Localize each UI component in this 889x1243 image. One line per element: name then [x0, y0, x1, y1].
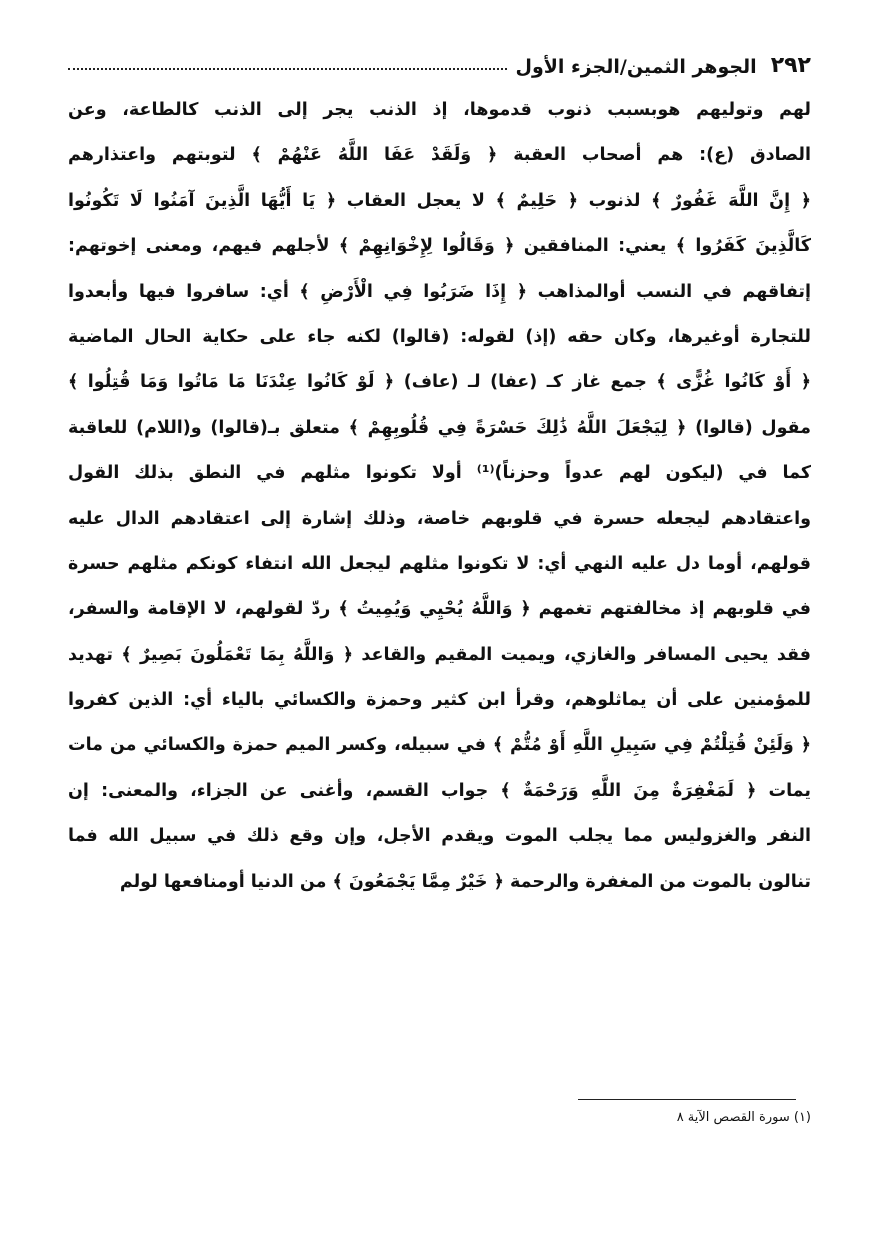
text-line: تنالون بالموت من المغفرة والرحمة ﴿ خَيْرٌ مِمَّا يَجْمَعُونَ ﴾ من الدنيا أومنافعها لولم — [119, 871, 811, 892]
text-line: كَالَّذِينَ كَفَرُوا ﴾ يعني: المنافقين ﴿ وَقَالُوا لِإِخْوَانِهِمْ ﴾ لأجلهم فيهم، ومعنى إخوتهم: — [68, 236, 811, 257]
header-dotted-leader — [68, 67, 507, 70]
text-line: في قلوبهم إذ مخالفتهم تغمهم ﴿ وَاللَّهُ يُحْيِي وَيُمِيتُ ﴾ ردّ لقولهم، لا الإقامة والسفر، — [68, 599, 811, 620]
text-line: مقول (قالوا) ﴿ لِيَجْعَلَ اللَّهُ ذَٰلِكَ حَسْرَةً فِي قُلُوبِهِمْ ﴾ متعلق بـ(قالوا) و(اللام) للعاقبة — [68, 417, 811, 438]
text-line: النفر والغزوليس مما يجلب الموت ويقدم الأجل، وإن وقع ذلك في سبيل الله فما — [68, 826, 811, 847]
footnote-separator — [578, 1099, 796, 1100]
text-line: لهم وتوليهم هوبسبب ذنوب قدموها، إذ الذنب يجر إلى الذنب كالطاعة، وعن — [68, 100, 811, 120]
page-number: ٢٩٢ — [770, 53, 811, 78]
text-line: كما في (ليكون لهم عدواً وحزناً)⁽¹⁾ أولا تكونوا مثلهم في النطق بذلك القول — [68, 463, 811, 484]
text-line: الصادق (ع): هم أصحاب العقبة ﴿ وَلَقَدْ عَفَا اللَّهُ عَنْهُمْ ﴾ لتوبتهم واعتذارهم — [68, 145, 811, 166]
text-line: إتفاقهم في النسب أوالمذاهب ﴿ إِذَا ضَرَبُوا فِي الْأَرْضِ ﴾ أي: سافروا فيها وأبعدوا — [68, 281, 811, 302]
page-header — [68, 40, 811, 78]
text-line: ﴿ وَلَئِنْ قُتِلْتُمْ فِي سَبِيلِ اللَّهِ أَوْ مُتُّمْ ﴾ في سبيله، وكسر الميم حمزة والكسائي من مات — [68, 735, 811, 756]
footnote: (١) سورة القصص الآية ٨ — [676, 1110, 811, 1125]
text-line: للمؤمنين على أن يماثلوهم، وقرأ ابن كثير وحمزة والكسائي بالياء أي: الذين كفروا — [68, 690, 811, 711]
running-title: الجوهر الثمين/الجزء الأول — [515, 56, 757, 78]
text-line: للتجارة أوغيرها، وكان حقه (إذ) لقوله: (قالوا) لكنه جاء على حكاية الحال الماضية — [68, 326, 811, 347]
text-line: فقد يحيى المسافر والغازي، ويميت المقيم والقاعد ﴿ وَاللَّهُ بِمَا تَعْمَلُونَ بَصِيرٌ ﴾ تهديد — [68, 644, 811, 665]
text-line: ﴿ إِنَّ اللَّهَ غَفُورٌ ﴾ لذنوب ﴿ حَلِيمٌ ﴾ لا يعجل العقاب ﴿ يَا أَيُّهَا الَّذِينَ آمَنُوا لَا تَكُونُوا — [68, 190, 811, 211]
text-line: قولهم، أوما دل عليه النهي أي: لا تكونوا مثلهم ليجعل الله انتفاء كونكم مثلهم حسرة — [68, 553, 811, 574]
body-text — [68, 88, 811, 905]
text-line: ﴿ أَوْ كَانُوا غُزًّى ﴾ جمع غاز كـ (عفا) لـ (عاف) ﴿ لَوْ كَانُوا عِنْدَنَا مَا مَاتُوا وَمَا قُتِلُوا ﴾ — [68, 372, 811, 393]
text-line: واعتقادهم ليجعله حسرة في قلوبهم خاصة، وذلك إشارة إلى اعتقادهم الدال عليه — [68, 508, 811, 529]
text-line: يمات ﴿ لَمَغْفِرَةٌ مِنَ اللَّهِ وَرَحْمَةٌ ﴾ جواب القسم، وأغنى عن الجزاء، والمعنى: إن — [68, 780, 811, 801]
